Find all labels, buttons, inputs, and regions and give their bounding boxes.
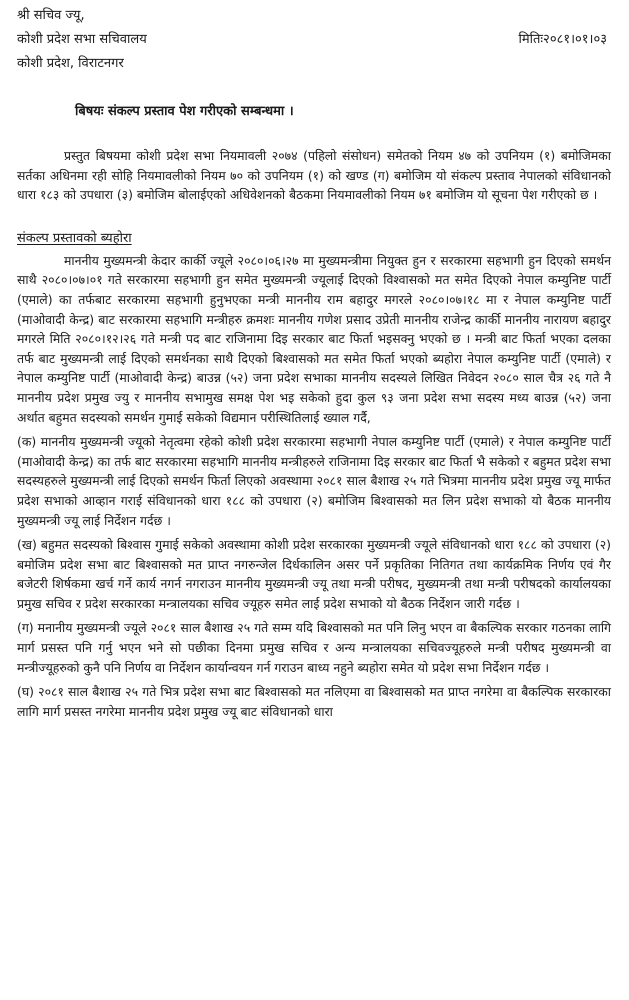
letter-header [17, 4, 611, 76]
recipient-office: कोशी प्रदेश सभा सचिवालय [17, 32, 147, 47]
clause-ka: (क) माननीय मुख्यमन्त्री ज्यूको नेतृत्वमा रहेको कोशी प्रदेश सरकारमा सहभागी नेपाल कम्युनिष्ट पार्टी (एमाले) र नेपाल कम्युनिष्ट पार्टी (माओवादी केन्द्र) का तर्फ बाट सरकारमा सहभागि माननीय मन्त्रीहरुले राजिनामा दिइ सरकार बाट फिर्ता भै सकेको र बहुमत प्रदेश सभा सदस्यहरुले मुख्यमन्त्री लाई दिएको समर्थन फिर्ता लिएको अवस्थामा २०८१ साल बैशाख २५ गते भित्रमा माननीय प्रदेश प्रमुख ज्यू मार्फत प्रदेश सभाको आव्हान गराई संविधानको धारा १८८ को उपधारा (२) बमोजिम बिश्वासको मत लिन प्रदेश सभाको यो बैठक माननीय मुख्यमन्त्री ज्यू लाई निर्देशन गर्दछ । [17, 434, 611, 528]
recipient-location: कोशी प्रदेश, विराटनगर [17, 56, 124, 71]
letter-date: मितिः२०८१।०१।०३ [518, 32, 607, 47]
addressee: श्री सचिव ज्यू, [17, 8, 85, 23]
body-paragraph: माननीय मुख्यमन्त्री केदार कार्की ज्यूले २०८०।०६।२७ मा मुख्यमन्त्रीमा नियुक्त हुन र सरकारमा सहभागी हुन दिएको समर्थन साथै २०८०।०७।०१ गते सरकारमा सहभागी हुन समेत मुख्यमन्त्री ज्यूलाई दिएको विश्वासको मत समेत दिएको नेपाल कम्युनिष्ट पार्टी (एमाले) का तर्फबाट सरकारमा सहभागी हुनुभएका मन्त्री माननीय राम बहादुर मगरले २०८०।०७।१८ मा र नेपाल कम्युनिष्ट पार्टी (माओवादी केन्द्र) बाट सरकारमा सहभागि मन्त्रीहरु क्रमशः माननीय गणेश प्रसाद उप्रेती माननीय राजेन्द्र कार्की माननीय नारायण बहादुर मगरले मिति २०८०।१२।२६ गते मन्त्री पद बाट राजिनामा दिइ सरकार बाट फिर्ता भइसक्नु भएको छ । मन्त्री बाट फिर्ता भएका दलका तर्फ बाट मुख्यमन्त्री लाई दिएको समर्थनका साथै दिएको बिश्वासको मत समेत फिर्ता भएको ब्यहोरा नेपाल कम्युनिष्ट पार्टी (एमाले) र नेपाल कम्युनिष्ट पार्टी (माओवादी केन्द्र) बाउन्न (५२) जना प्रदेश सभाका माननीय सदस्यले लिखित निवेदन २०८० साल चैत्र २६ गते नै माननीय प्रदेश प्रमुख ज्यु र माननीय सभामुख समक्ष पेश भइ सकेको हुदा कुल ९३ जना प्रदेश सभा सदस्य मध्य बाउन्न (५२) जना अर्थात बहुमत सदस्यको समर्थन गुमाई सकेको विद्यमान परीस्थितिलाई ख्याल गर्दै, [17, 252, 611, 425]
subject-line: बिषयः संकल्प प्रस्ताव पेश गरीएको सम्बन्धमा । [75, 104, 294, 119]
intro-paragraph: प्रस्तुत बिषयमा कोशी प्रदेश सभा नियमावली २०७४ (पहिलो संसोधन) समेतको नियम ४७ को उपनियम (१) बमोजिमका सर्तका अधिनमा रही सोहि नियमावलीको नियम ७० को उपनियम (१) को खण्ड (ग) बमोजिम यो संकल्प प्रस्ताव नेपालको संविधानको धारा १८३ को उपधारा (३) बमोजिम बोलाईएको अधिवेशनको बैठकमा नियमावलीको नियम ७१ बमोजिम यो सूचना पेश गरीएको छ । [17, 148, 611, 203]
clause-kha: (ख) बहुमत सदस्यको बिश्वास गुमाई सकेको अवस्थामा कोशी प्रदेश सरकारका मुख्यमन्त्री ज्यूले संविधानको धारा १८८ को उपधारा (२) बमोजिम प्रदेश सभा बाट बिश्वासको मत प्राप्त नगरुन्जेल दिर्धकालिन असर पर्ने प्रकृतिका नितिगत तथा कार्यक्रमिक निर्णय एवं गैर बजेटरी शिर्षकमा खर्च गर्ने कार्य नगर्न नगराउन माननीय मुख्यमन्त्री ज्यू तथा मन्त्री परीषद, मुख्यमन्त्री तथा मन्त्री परीषदको कार्यालयका प्रमुख सचिव र प्रदेश सरकारका मन्त्रालयका सचिव ज्यूहरु समेत लाई प्रदेश सभाको यो बैठक निर्देशन जारी गर्दछ । [17, 537, 611, 611]
section-heading: संकल्प प्रस्तावको ब्यहोरा [17, 230, 132, 246]
clause-ga: (ग) मनानीय मुख्यमन्त्री ज्यूले २०८१ साल बैशाख २५ गते सम्म यदि बिश्वासको मत पनि लिनु भएन वा बैकल्पिक सरकार गठनका लागि मार्ग प्रसस्त पनि गर्नु भएन भने सो पछीका दिनमा प्रमुख सचिव र अन्य मन्त्रालयका सचिवज्यूहरुले मन्त्री परीषद मुख्यमन्त्री वा मन्त्रीज्यूहरुको कुनै पनि निर्णय वा निर्देशन कार्यान्वयन गर्न गराउन बाध्य नहुने ब्यहोरा समेत यो प्रदेश सभा निर्देशन गर्दछ । [17, 620, 611, 675]
clause-gha: (घ) २०८१ साल बैशाख २५ गते भित्र प्रदेश सभा बाट बिश्वासको मत नलिएमा वा बिश्वासको मत प्राप्त नगरेमा वा बैकल्पिक सरकारका लागि मार्ग प्रसस्त नगरेमा माननीय प्रदेश प्रमुख ज्यू बाट संविधानको धारा [17, 684, 611, 719]
